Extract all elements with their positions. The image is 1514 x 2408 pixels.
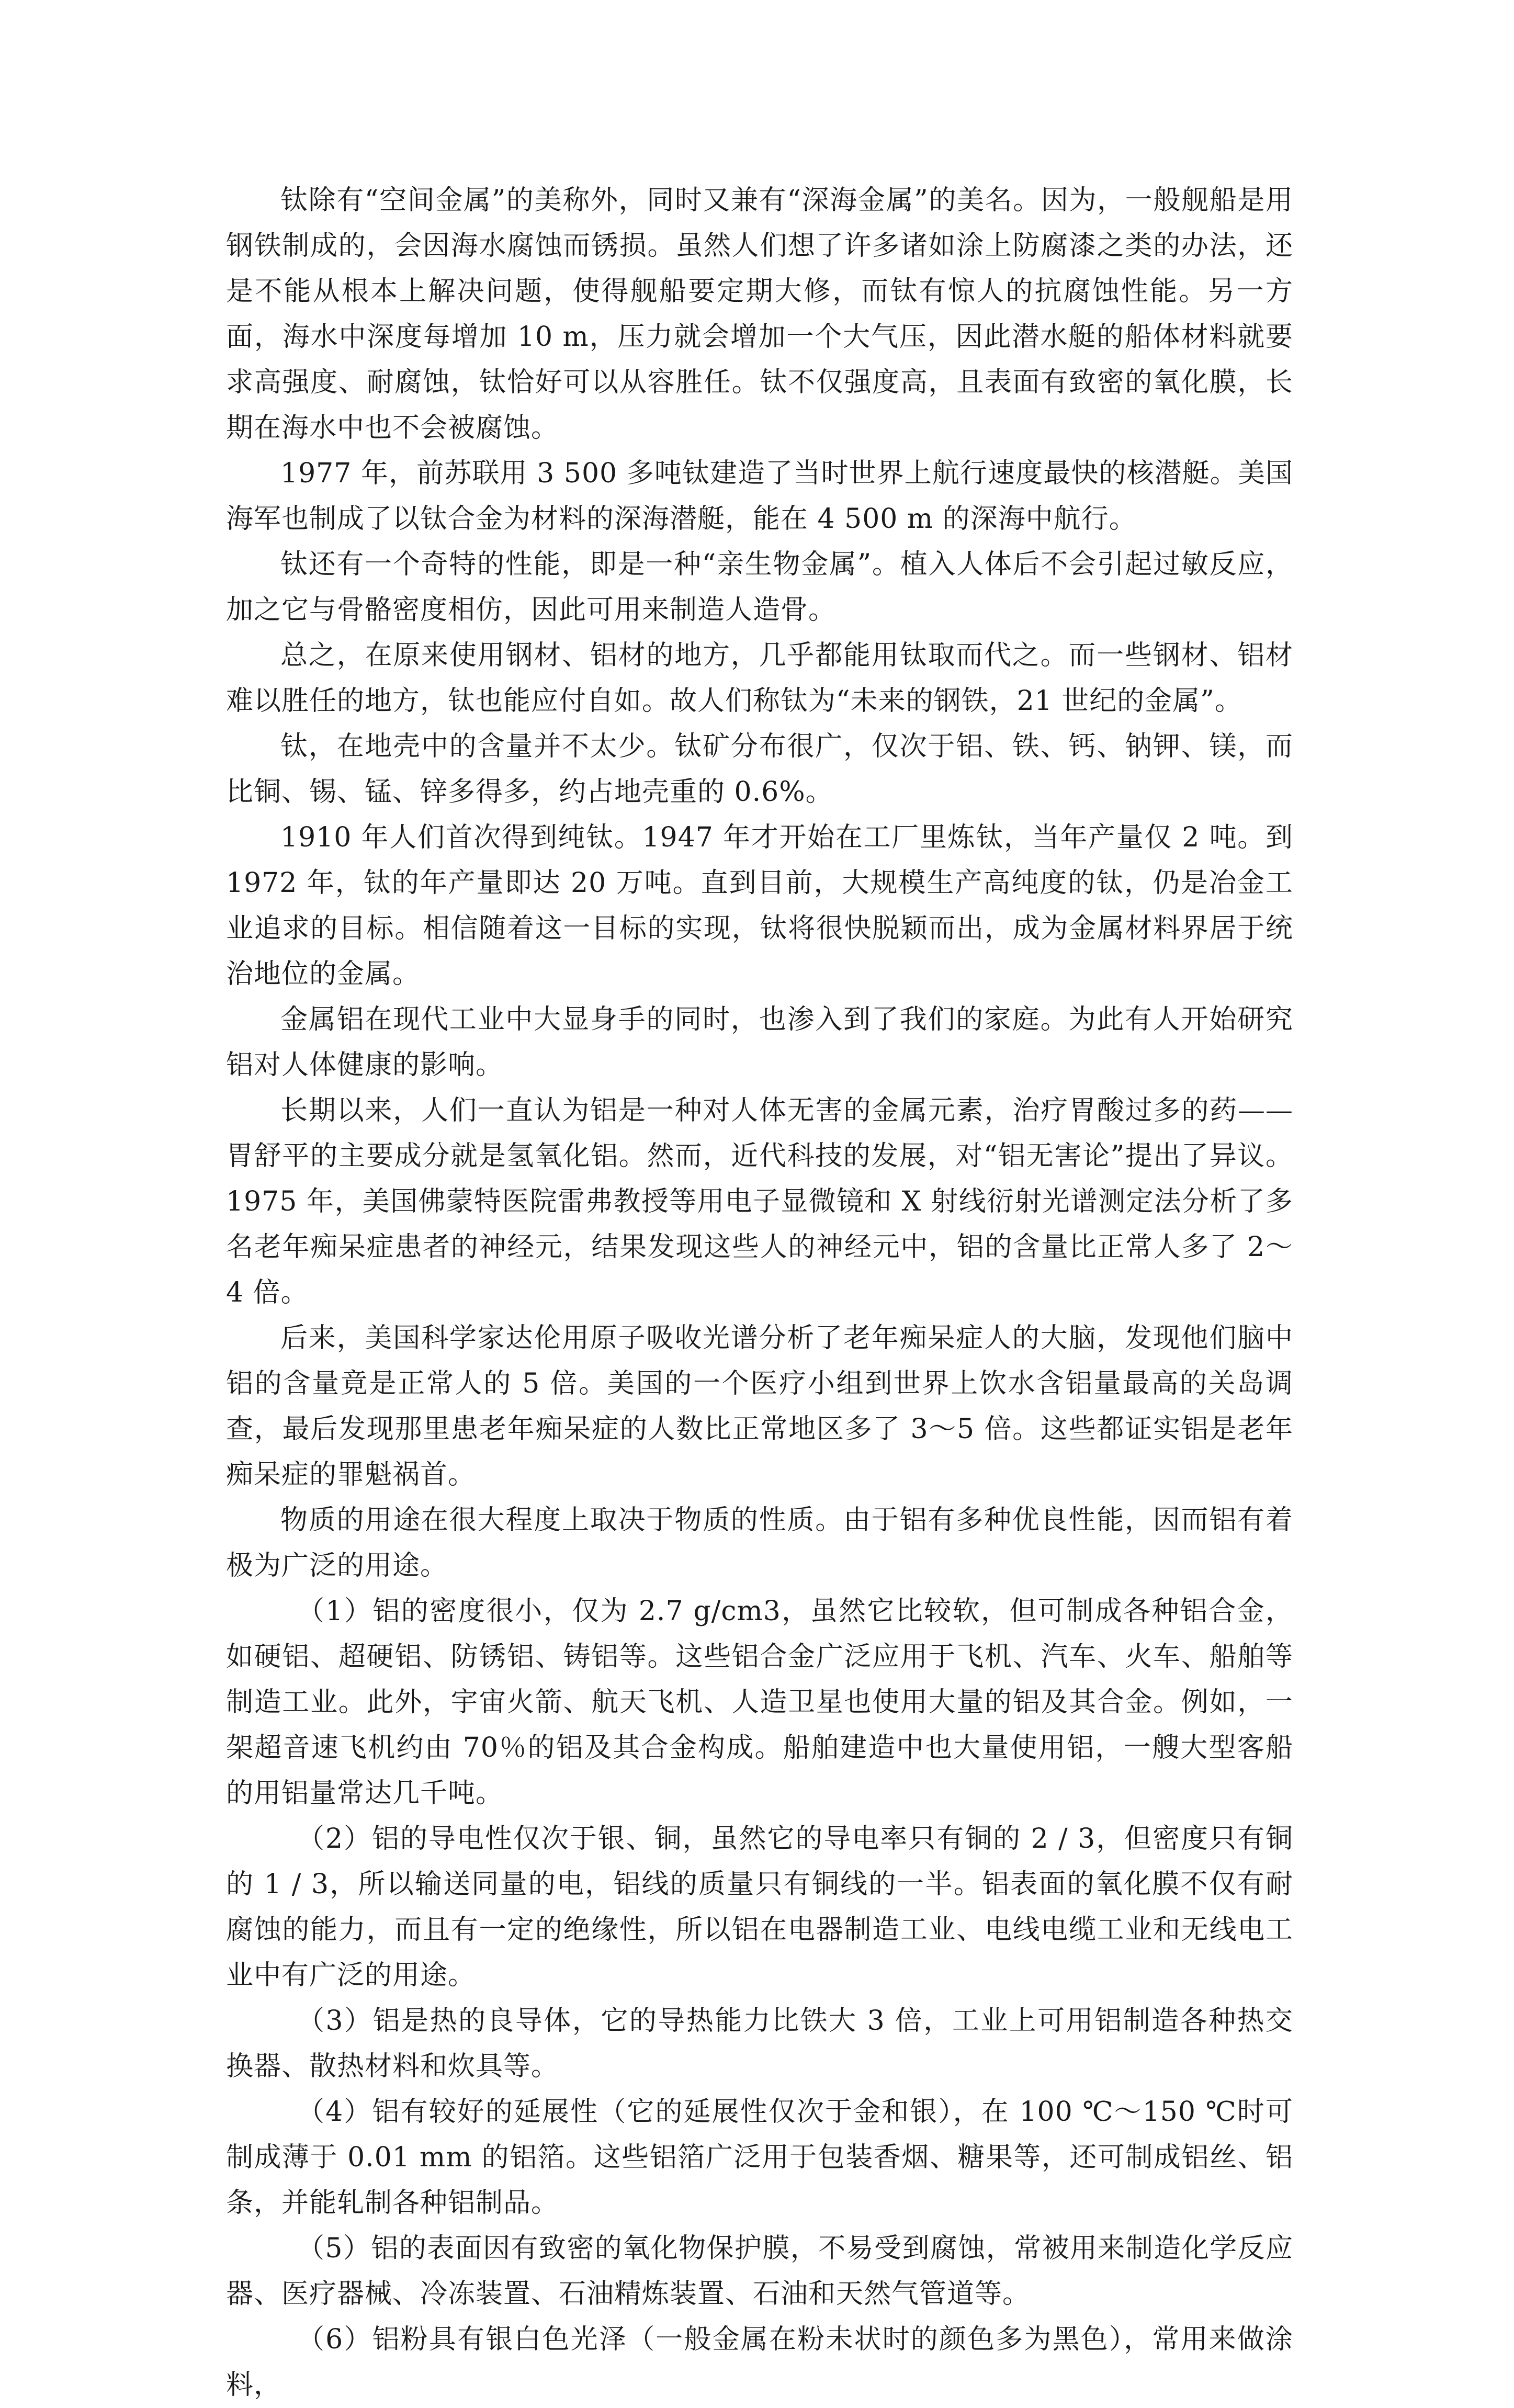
paragraph-titanium-summary: 总之，在原来使用钢材、铝材的地方，几乎都能用钛取而代之。而一些钢材、铝材难以胜任的地方，钛也能应付自如。故人们称钛为“未来的钢铁，21 世纪的金属”。 [226,640,1293,717]
paragraph-titanium-history: 1910 年人们首次得到纯钛。1947 年才开始在工厂里炼钛，当年产量仅 2 吨。到 1972 年，钛的年产量即达 20 万吨。直到目前，大规模生产高纯度的钛，仍是冶金工业追求的目标。相信随着这一目标的实现，钛将很快脱颖而出，成为金属材料界居于统治地位的金属。 [226,822,1293,990]
paragraph-aluminum-dementia: 后来，美国科学家达伦用原子吸收光谱分析了老年痴呆症人的大脑，发现他们脑中铝的含量竟是正常人的 5 倍。美国的一个医疗小组到世界上饮水含铝量最高的关岛调查，最后发现那里患老年痴呆症的人数比正常地区多了 3～5 倍。这些都证实铝是老年痴呆症的罪魁祸首。 [226,1322,1293,1490]
list-item-aluminum-use-1: （1）铝的密度很小，仅为 2.7 g/cm3，虽然它比较软，但可制成各种铝合金，如硬铝、超硬铝、防锈铝、铸铝等。这些铝合金广泛应用于飞机、汽车、火车、船舶等制造工业。此外，宇宙火箭、航天飞机、人造卫星也使用大量的铝及其合金。例如，一架超音速飞机约由 70％的铝及其合金构成。船舶建造中也大量使用铝，一艘大型客船的用铝量常达几千吨。 [226,1596,1293,1809]
document-body [226,178,1293,2408]
paragraph-titanium-abundance: 钛，在地壳中的含量并不太少。钛矿分布很广，仅次于铝、铁、钙、钠钾、镁，而比铜、锡、锰、锌多得多，约占地壳重的 0.6%。 [226,731,1293,808]
paragraph-titanium-submarine: 1977 年，前苏联用 3 500 多吨钛建造了当时世界上航行速度最快的核潜艇。美国海军也制成了以钛合金为材料的深海潜艇，能在 4 500 m 的深海中航行。 [226,458,1293,535]
list-item-aluminum-use-6: （6）铝粉具有银白色光泽（一般金属在粉未状时的颜色多为黑色），常用来做涂料， [226,2324,1293,2401]
list-item-aluminum-use-5: （5）铝的表面因有致密的氧化物保护膜，不易受到腐蚀，常被用来制造化学反应器、医疗器械、冷冻装置、石油精炼装置、石油和天然气管道等。 [226,2233,1293,2310]
list-item-aluminum-use-4: （4）铝有较好的延展性（它的延展性仅次于金和银），在 100 ℃～150 ℃时可制成薄于 0.01 mm 的铝箔。这些铝箔广泛用于包装香烟、糖果等，还可制成铝丝、铝条，并能轧制各种铝制品。 [226,2096,1293,2219]
paragraph-titanium-biological: 钛还有一个奇特的性能，即是一种“亲生物金属”。植入人体后不会引起过敏反应，加之它与骨骼密度相仿，因此可用来制造人造骨。 [226,549,1293,626]
list-item-aluminum-use-3: （3）铝是热的良导体，它的导热能力比铁大 3 倍，工业上可用铝制造各种热交换器、散热材料和炊具等。 [226,2005,1293,2082]
paragraph-aluminum-health-intro: 金属铝在现代工业中大显身手的同时，也渗入到了我们的家庭。为此有人开始研究铝对人体健康的影响。 [226,1004,1293,1081]
list-item-aluminum-use-2: （2）铝的导电性仅次于银、铜，虽然它的导电率只有铜的 2 / 3，但密度只有铜的 1 / 3，所以输送同量的电，铝线的质量只有铜线的一半。铝表面的氧化膜不仅有耐腐蚀的能力，而且有一定的绝缘性，所以铝在电器制造工业、电线电缆工业和无线电工业中有广泛的用途。 [226,1823,1293,1991]
paragraph-titanium-deep-sea: 钛除有“空间金属”的美称外，同时又兼有“深海金属”的美名。因为，一般舰船是用钢铁制成的，会因海水腐蚀而锈损。虽然人们想了许多诸如涂上防腐漆之类的办法，还是不能从根本上解决问题，使得舰船要定期大修，而钛有惊人的抗腐蚀性能。另一方面，海水中深度每增加 10 m，压力就会增加一个大气压，因此潜水艇的船体材料就要求高强度、耐腐蚀，钛恰好可以从容胜任。钛不仅强度高，且表面有致密的氧化膜，长期在海水中也不会被腐蚀。 [226,185,1293,444]
paragraph-aluminum-uses-intro: 物质的用途在很大程度上取决于物质的性质。由于铝有多种优良性能，因而铝有着极为广泛的用途。 [226,1505,1293,1581]
paragraph-aluminum-harmless-debate: 长期以来，人们一直认为铝是一种对人体无害的金属元素，治疗胃酸过多的药——胃舒平的主要成分就是氢氧化铝。然而，近代科技的发展，对“铝无害论”提出了异议。1975 年，美国佛蒙特医院雷弗教授等用电子显微镜和 X 射线衍射光谱测定法分析了多名老年痴呆症患者的神经元，结果发现这些人的神经元中，铝的含量比正常人多了 2～4 倍。 [226,1095,1293,1308]
